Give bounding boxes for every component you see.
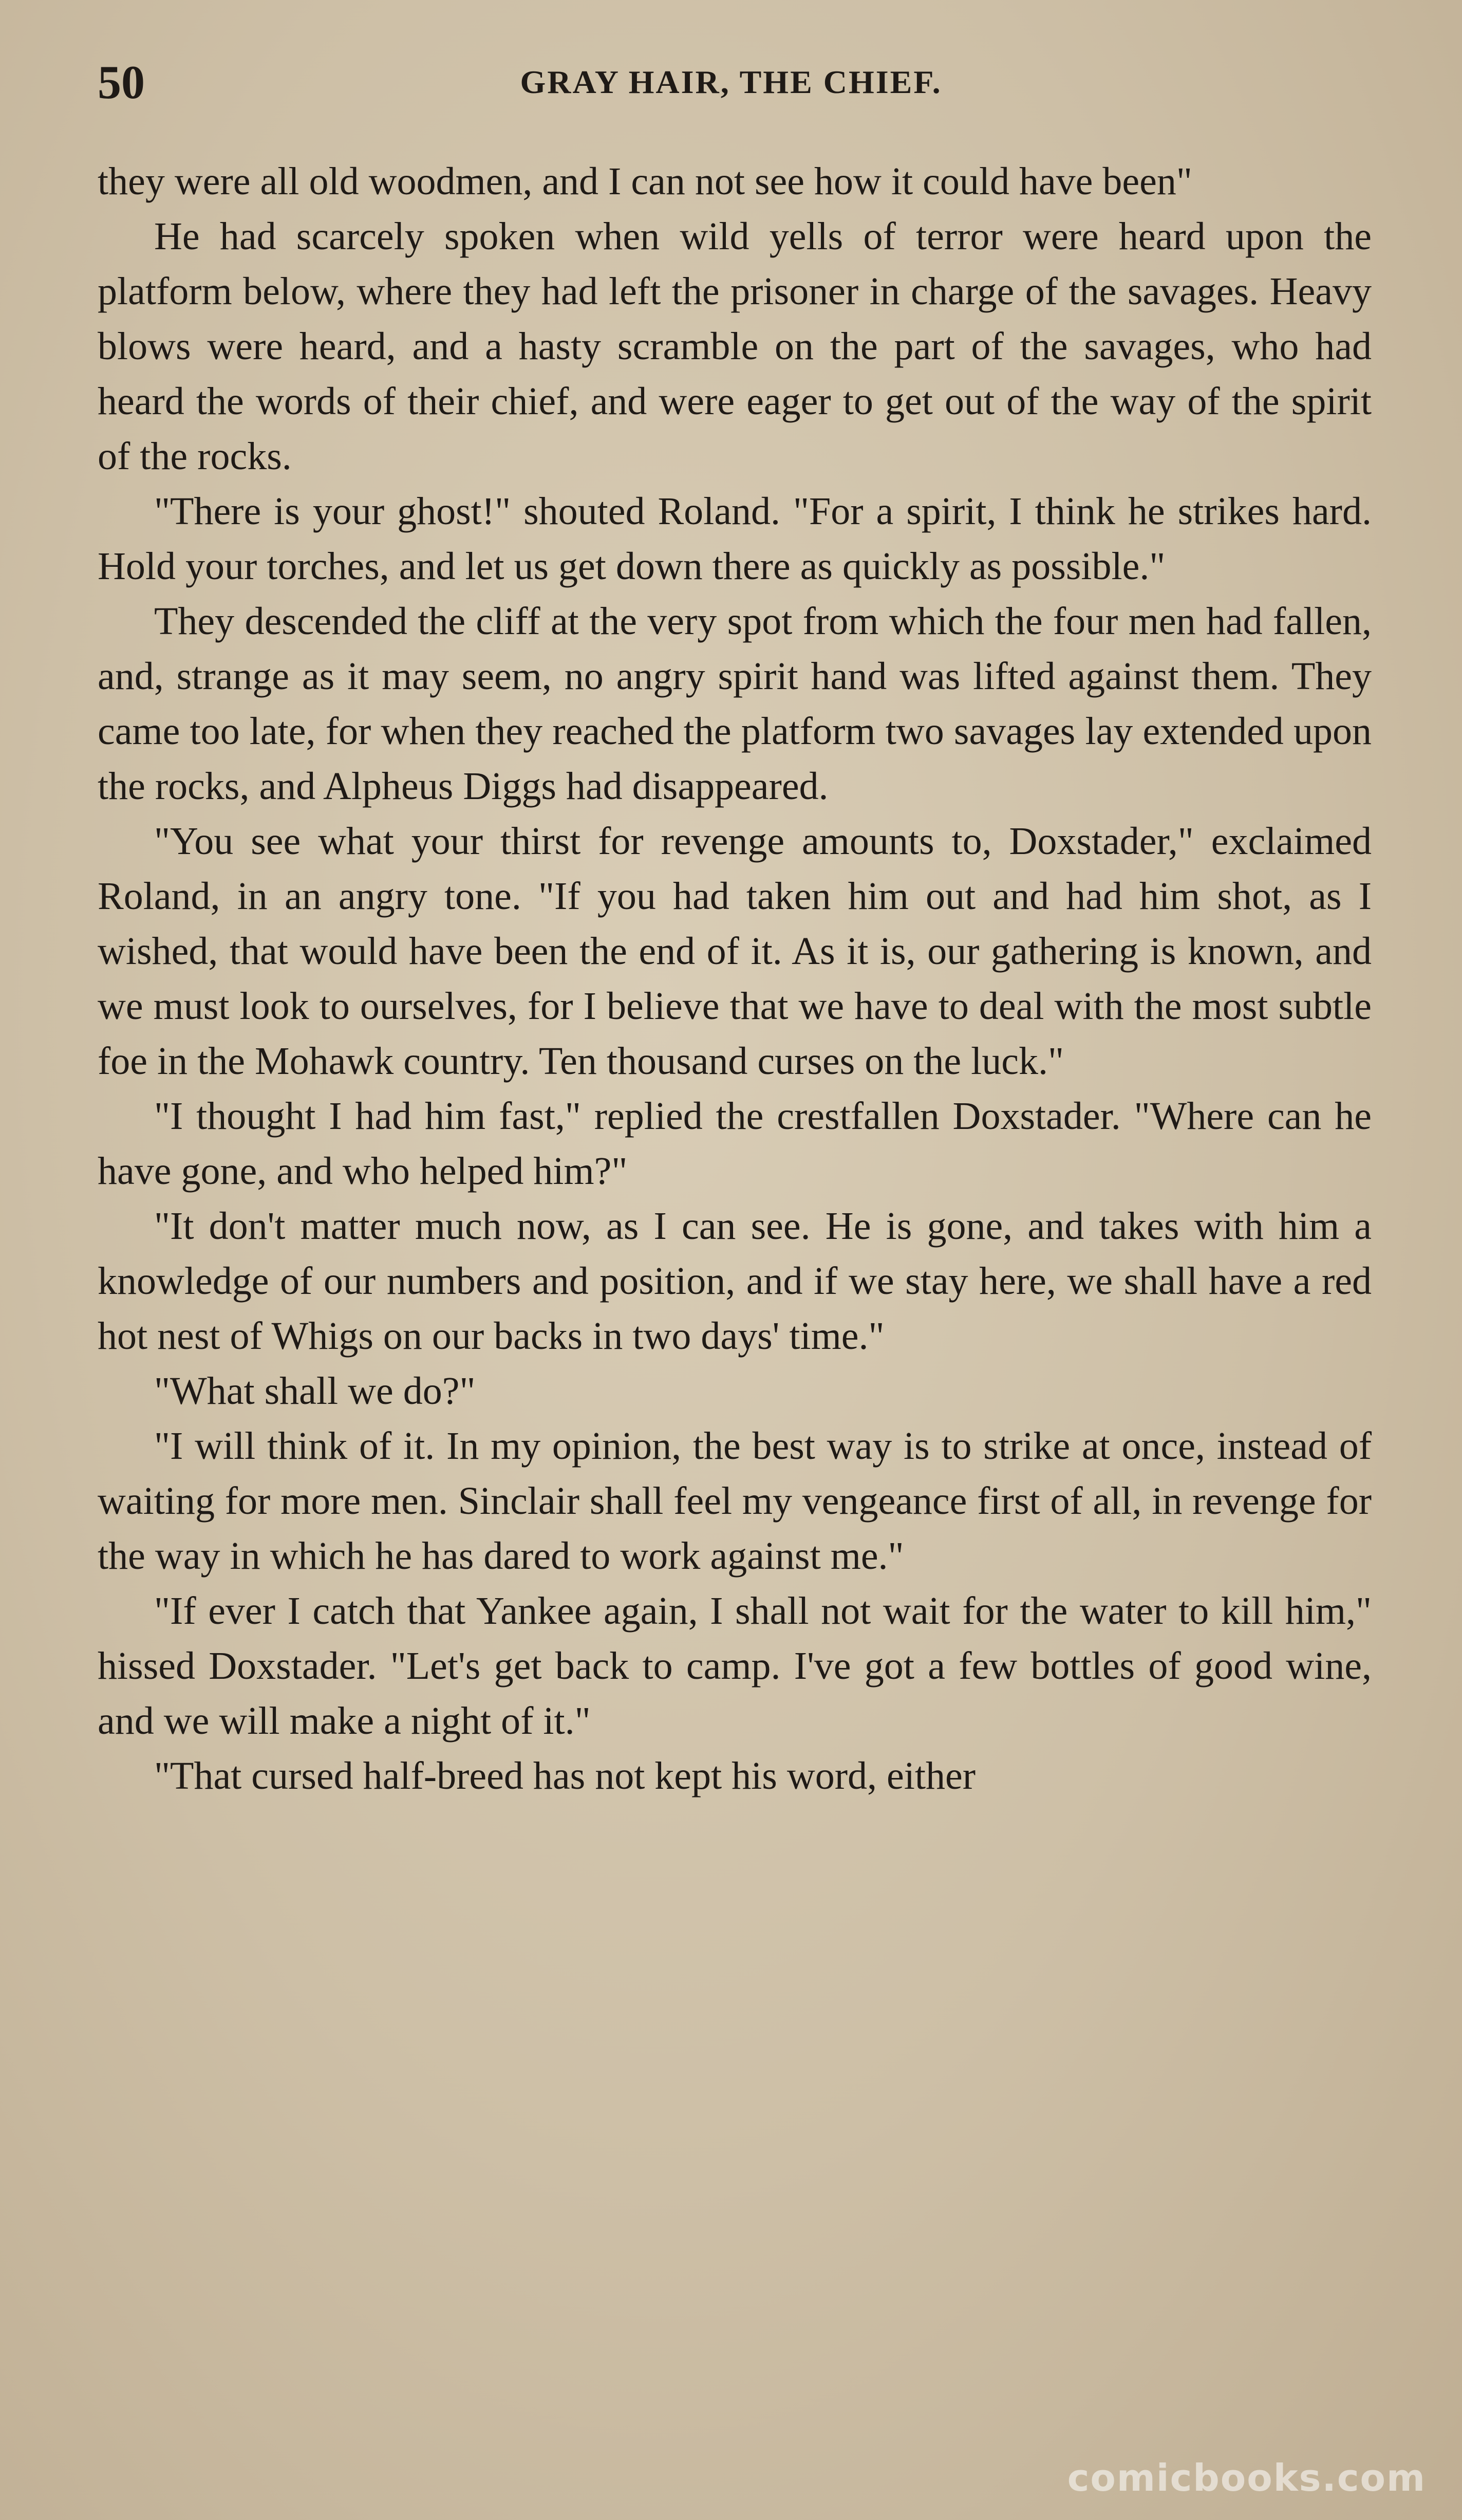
paragraph: "If ever I catch that Yankee again, I shall not wait for the water to kill him," hissed Doxstader. "Let's get back to camp. I've got a few bottles of good wine, and we will make a night of it." [98, 1589, 1372, 1743]
running-head [98, 51, 1364, 113]
page-number: 50 [98, 56, 145, 108]
watermark: comicbooks.com [1067, 2456, 1426, 2499]
running-title: GRAY HAIR, THE CHIEF. [520, 64, 942, 100]
body-text [98, 154, 1372, 1804]
paragraph: "I thought I had him fast," replied the crestfallen Doxstader. "Where can he have gone, and who helped him?" [98, 1095, 1372, 1193]
paragraph: "You see what your thirst for revenge amounts to, Doxstader," exclaimed Roland, in an angry tone. "If you had taken him out and had him shot, as I wished, that would have been the end of it. As it is, our gathering is known, and we must look to ourselves, for I believe that we have to deal with the most subtle foe in the Mohawk country. Ten thousand curses on the luck." [98, 820, 1372, 1083]
paragraph: "I will think of it. In my opinion, the best way is to strike at once, instead of waiting for more men. Sinclair shall feel my vengeance first of all, in revenge for the way in which he has dared to work against me." [98, 1424, 1372, 1578]
paragraph: "There is your ghost!" shouted Roland. "For a spirit, I think he strikes hard. Hold your torches, and let us get down there as quickly as possible." [98, 490, 1372, 588]
paragraph: He had scarcely spoken when wild yells of terror were heard upon the platform below, where they had left the prisoner in charge of the savages. Heavy blows were heard, and a hasty scramble on the part of the savages, who had heard the words of their chief, and were eager to get out of the way of the spirit of the rocks. [98, 215, 1372, 478]
paragraph: They descended the cliff at the very spot from which the four men had fallen, and, strange as it may seem, no angry spirit hand was lifted against them. They came too late, for when they reached the platform two savages lay extended upon the rocks, and Alpheus Diggs had disappeared. [98, 600, 1372, 808]
paragraph: they were all old woodmen, and I can not see how it could have been" [98, 160, 1192, 203]
paragraph: "It don't matter much now, as I can see. He is gone, and takes with him a knowledge of our numbers and position, and if we stay here, we shall have a red hot nest of Whigs on our backs in two days' time." [98, 1205, 1372, 1358]
paragraph: "What shall we do?" [154, 1369, 476, 1413]
paragraph: "That cursed half-breed has not kept his word, either [154, 1754, 976, 1798]
